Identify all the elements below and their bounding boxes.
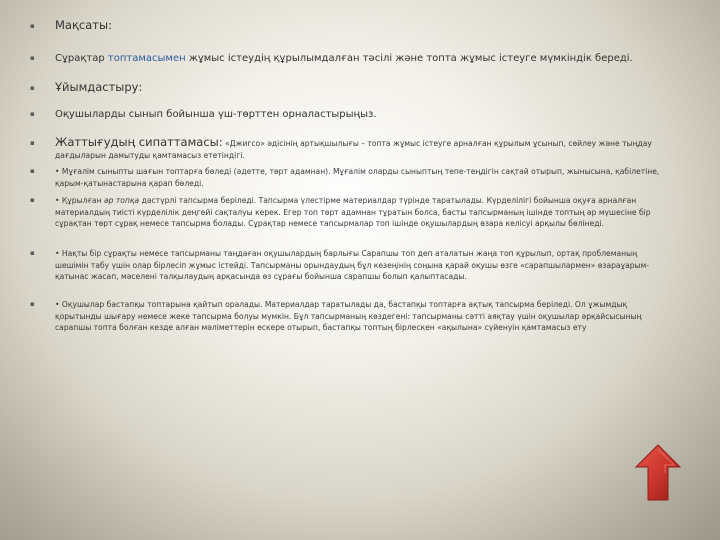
arrow-up-icon: [634, 443, 682, 503]
step-2-post: дәстүрлі тапсырма беріледі. Тапсырма үлестірме материалдар түрінде таратылады. Күрделілігі бойынша оқуға арналған материалдың тиісті күрделілік деңгейі сақталуы керек. Егер топ төрт адамнан тұратын болса, басты тапсырманың ішінде топтың әр мүшесіне бір сұрақтан төрт сұрақ немесе тапсырма болады. Сұрақтар немесе тапсырмалар топ ішінде оқушылардың өзара келісуі арқылы бөлінеді.: [55, 196, 651, 228]
step-1: [30, 166, 670, 190]
step-2-text: [55, 195, 670, 230]
desc-body: «Джигсо» әдісінің артықшылығы – топта жұмыс істеуге арналған құрылым ұсынып, сөйлеу және тыңдау дағдыларын дамытуды қамтамасыз ететіндігі.: [55, 139, 652, 160]
step-2-italic: әр топқа: [103, 196, 140, 205]
goal-text-link: топтамасымен: [107, 53, 186, 64]
org-text: Оқушыларды сынып бойынша үш-төрттен орналастырыңыз.: [55, 109, 377, 120]
goal-text-post: жұмыс істеудің құрылымдалған тәсілі және топта жұмыс істеуге мүмкіндік береді.: [185, 53, 633, 64]
step-4-text: • Оқушылар бастапқы топтарына қайтып оралады. Материалдар таратылады да, бастапқы топтарға ақтық тапсырма беріледі. Ол ұжымдық қорытынды шығару немесе жеке тапсырма болуы мүмкін. Бұл тапсырманың көздегені: тапсырманы сәтті аяқтау үшін оқушылар әрқайсысының сарапшы топта болған кезде алған мәліметтерін ескере отырып, бастапқы топтың бірлескен «ақылына» сүйенуін қамтамасыз ету: [55, 300, 642, 332]
bullet-icon: ▪: [30, 22, 35, 30]
bullet-icon: ▪: [30, 167, 35, 175]
bullet-icon: ▪: [30, 54, 35, 62]
bullet-icon: ▪: [30, 249, 35, 257]
goal-text-item: [30, 52, 670, 68]
bullet-icon: ▪: [30, 110, 35, 118]
org-label: Ұйымдастыру:: [55, 80, 143, 94]
step-4: [30, 299, 670, 349]
bullet-icon: ▪: [30, 300, 35, 308]
back-to-top-button[interactable]: [634, 443, 682, 503]
bullet-icon: ▪: [30, 139, 35, 147]
step-3: [30, 248, 670, 298]
step-2: [30, 195, 670, 245]
desc-text: [55, 135, 670, 161]
desc-label: Жаттығудың сипаттамасы:: [55, 135, 223, 149]
goal-text: [55, 52, 670, 65]
goal-item: [30, 18, 670, 34]
bullet-icon: ▪: [30, 196, 35, 204]
goal-label: Мақсаты:: [55, 18, 112, 32]
bullet-icon: ▪: [30, 84, 35, 92]
desc-item: [30, 135, 670, 165]
goal-text-pre: Сұрақтар: [55, 53, 108, 64]
step-3-text: • Нақты бір сұрақты немесе тапсырманы таңдаған оқушылардың барлығы Сарапшы топ деп аталатын жаңа топ құрылып, ортақ проблеманың шешімін табу үшін олар бірлесіп жұмыс істейді. Тапсырманы орындаудың бұл кезеңінің соңына қарай оқушы өзге «сарапшылармен» өзараұарым-қатынас жасап, мәселені талқылаудың арқасында өз сұрағы бойынша сарапшы болып қалыптасады.: [55, 249, 650, 281]
org-text-item: [30, 108, 670, 124]
step-2-pre: • Құрылған: [55, 196, 104, 205]
org-item: [30, 80, 670, 96]
step-1-text: • Мұғалім сыныпты шағын топтарға бөледі (әдетте, төрт адамнан). Мұғалім оларды сыныптың тепе-теңдігін сақтай отырып, жынысына, қабілетіне, қарым-қатынастарына қарап бөледі.: [55, 167, 660, 188]
